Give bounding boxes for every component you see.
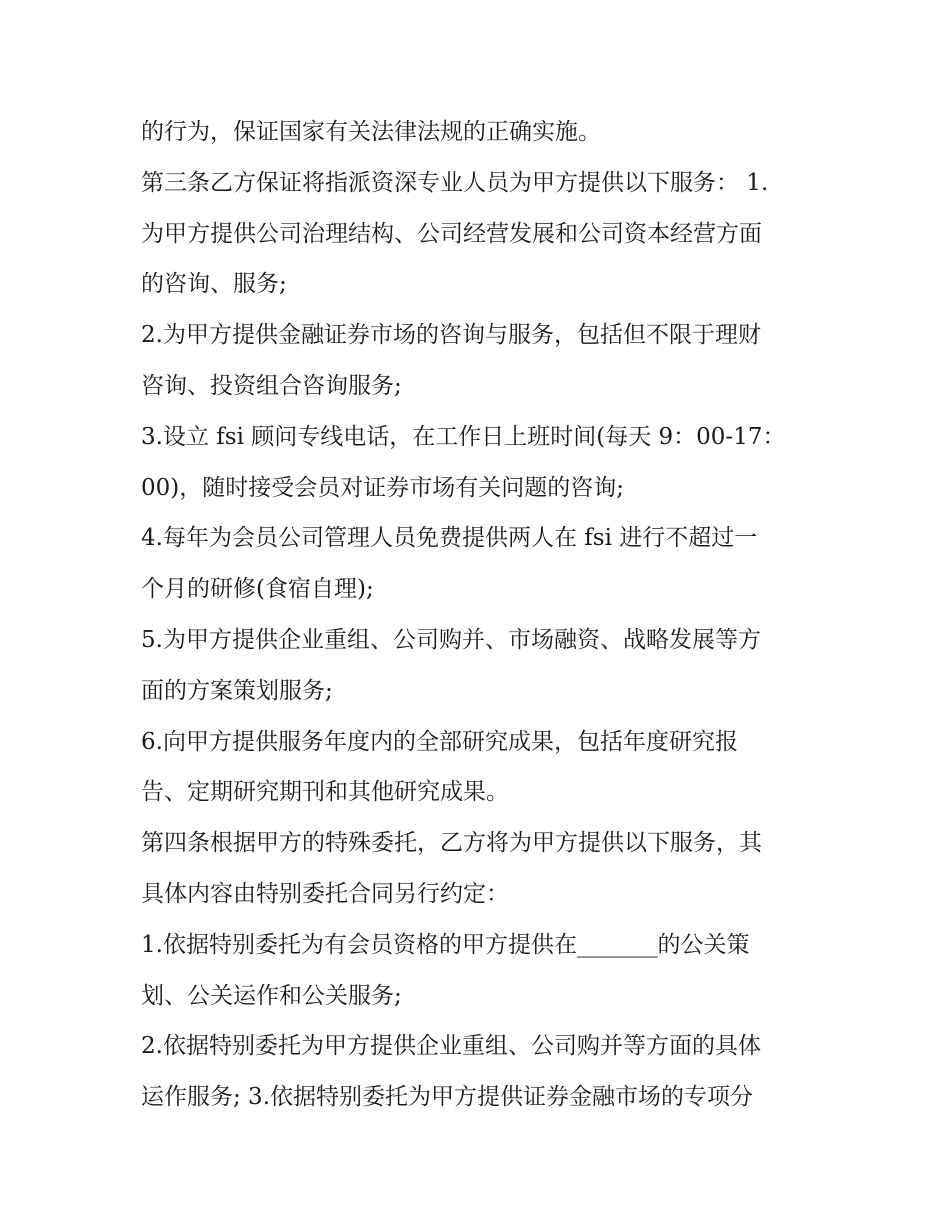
text-line: 咨询、投资组合咨询服务; [141,372,402,399]
text-line: 第四条根据甲方的特殊委托，乙方将为甲方提供以下服务，其 [141,830,762,857]
text-line: 5.为甲方提供企业重组、公司购并、市场融资、战略发展等方 [141,626,761,653]
text-line: 划、公关运作和公关服务; [141,982,402,1009]
text-line: 00)，随时接受会员对证券市场有关问题的咨询; [141,474,624,501]
text-line: 1.依据特别委托为有会员资格的甲方提供在_______的公关策 [141,931,750,958]
text-line: 的行为，保证国家有关法律法规的正确实施。 [141,119,601,145]
text-line: 面的方案策划服务; [141,677,333,704]
text-line: 的咨询、服务; [141,271,287,298]
text-line: 6.向甲方提供服务年度内的全部研究成果，包括年度研究报 [141,728,738,755]
text-line: 4.每年为会员公司管理人员免费提供两人在 fsi 进行不超过一 [141,525,758,552]
text-line: 2.依据特别委托为甲方提供企业重组、公司购并等方面的具体 [141,1033,761,1060]
text-line: 告、定期研究期刊和其他研究成果。 [141,779,509,806]
text-line: 3.设立 fsi 顾问专线电话，在工作日上班时间(每天 9：00-17： [141,423,786,450]
text-line: 为甲方提供公司治理结构、公司经营发展和公司资本经营方面 [141,220,762,247]
text-line: 个月的研修(食宿自理); [141,576,374,603]
document-body [141,107,831,1123]
text-line: 第三条乙方保证将指派资深专业人员为甲方提供以下服务： 1. [141,169,769,196]
text-line: 具体内容由特别委托合同另行约定： [141,880,509,907]
text-line: 运作服务; 3.依据特别委托为甲方提供证券金融市场的专项分 [141,1084,754,1111]
text-line: 2.为甲方提供金融证券市场的咨询与服务，包括但不限于理财 [141,322,761,349]
